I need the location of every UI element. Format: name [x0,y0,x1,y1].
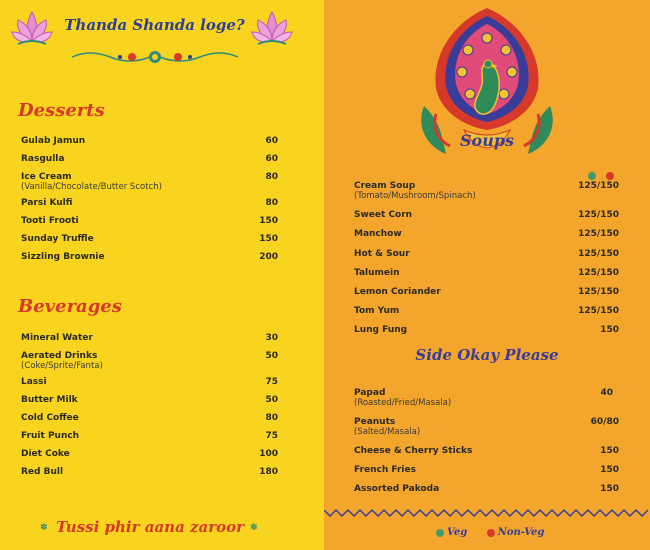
menu-item: Manchow 125/150 [354,229,619,239]
beverages-title: Beverages [18,296,122,317]
menu-item: Peanuts (Salted/Masala) 60/80 [354,417,619,437]
veg-dot-icon [436,529,444,537]
menu-item: Cheese & Cherry Sticks 150 [354,446,619,456]
left-menu-panel [0,0,324,550]
menu-item: Ice Cream (Vanilla/Chocolate/Butter Scotch) 80 [21,172,278,192]
footer-tagline: Tussi phir aana zaroor [56,518,245,536]
nonveg-dot-icon [487,529,495,537]
veg-legend [436,527,560,538]
flower-dot-icon: ✽ [40,523,48,533]
menu-item: Rasgulla 60 [21,154,278,164]
nonveg-label: Non-Veg [497,527,545,538]
menu-item: Mineral Water 30 [21,333,278,343]
right-menu-panel [324,0,650,550]
menu-item: Fruit Punch 75 [21,431,278,441]
menu-item: Cold Coffee 80 [21,413,278,423]
flower-dot-icon: ✽ [250,523,258,533]
menu-item: Parsi Kulfi 80 [21,198,278,208]
menu-item: Assorted Pakoda 150 [354,484,619,494]
menu-item: Lassi 75 [21,377,278,387]
sides-title: Side Okay Please [415,346,559,364]
menu-item: Sunday Truffle 150 [21,234,278,244]
menu-item: Cream Soup (Tomato/Mushroom/Spinach) 125/150 [354,181,619,201]
menu-item: Tooti Frooti 150 [21,216,278,226]
tagline: Thanda Shanda loge? [64,16,245,34]
menu-item: Sizzling Brownie 200 [21,252,278,262]
menu-item: Tom Yum 125/150 [354,306,619,316]
menu-item: Papad (Roasted/Fried/Masala) 40 [354,388,613,408]
menu-item: Butter Milk 50 [21,395,278,405]
menu-item: French Fries 150 [354,465,619,475]
veg-label: Veg [447,527,468,538]
menu-item: Gulab Jamun 60 [21,136,278,146]
vine-ornament-icon [70,49,240,65]
menu-item: Sweet Corn 125/150 [354,210,619,220]
menu-item: Talumein 125/150 [354,268,619,278]
menu-item: Aerated Drinks (Coke/Sprite/Fanta) 50 [21,351,278,371]
nonveg-dot-icon [606,172,614,180]
menu-item: Diet Coke 100 [21,449,278,459]
soups-title: Soups [459,131,515,150]
veg-dot-icon [588,172,596,180]
menu-item: Lemon Coriander 125/150 [354,287,619,297]
zigzag-border [324,508,650,518]
menu-item: Hot & Sour 125/150 [354,249,619,259]
menu-item: Lung Fung 150 [354,325,619,335]
menu-item: Red Bull 180 [21,467,278,477]
lotus-icon [250,8,294,50]
lotus-icon [10,8,54,50]
desserts-title: Desserts [18,100,105,121]
